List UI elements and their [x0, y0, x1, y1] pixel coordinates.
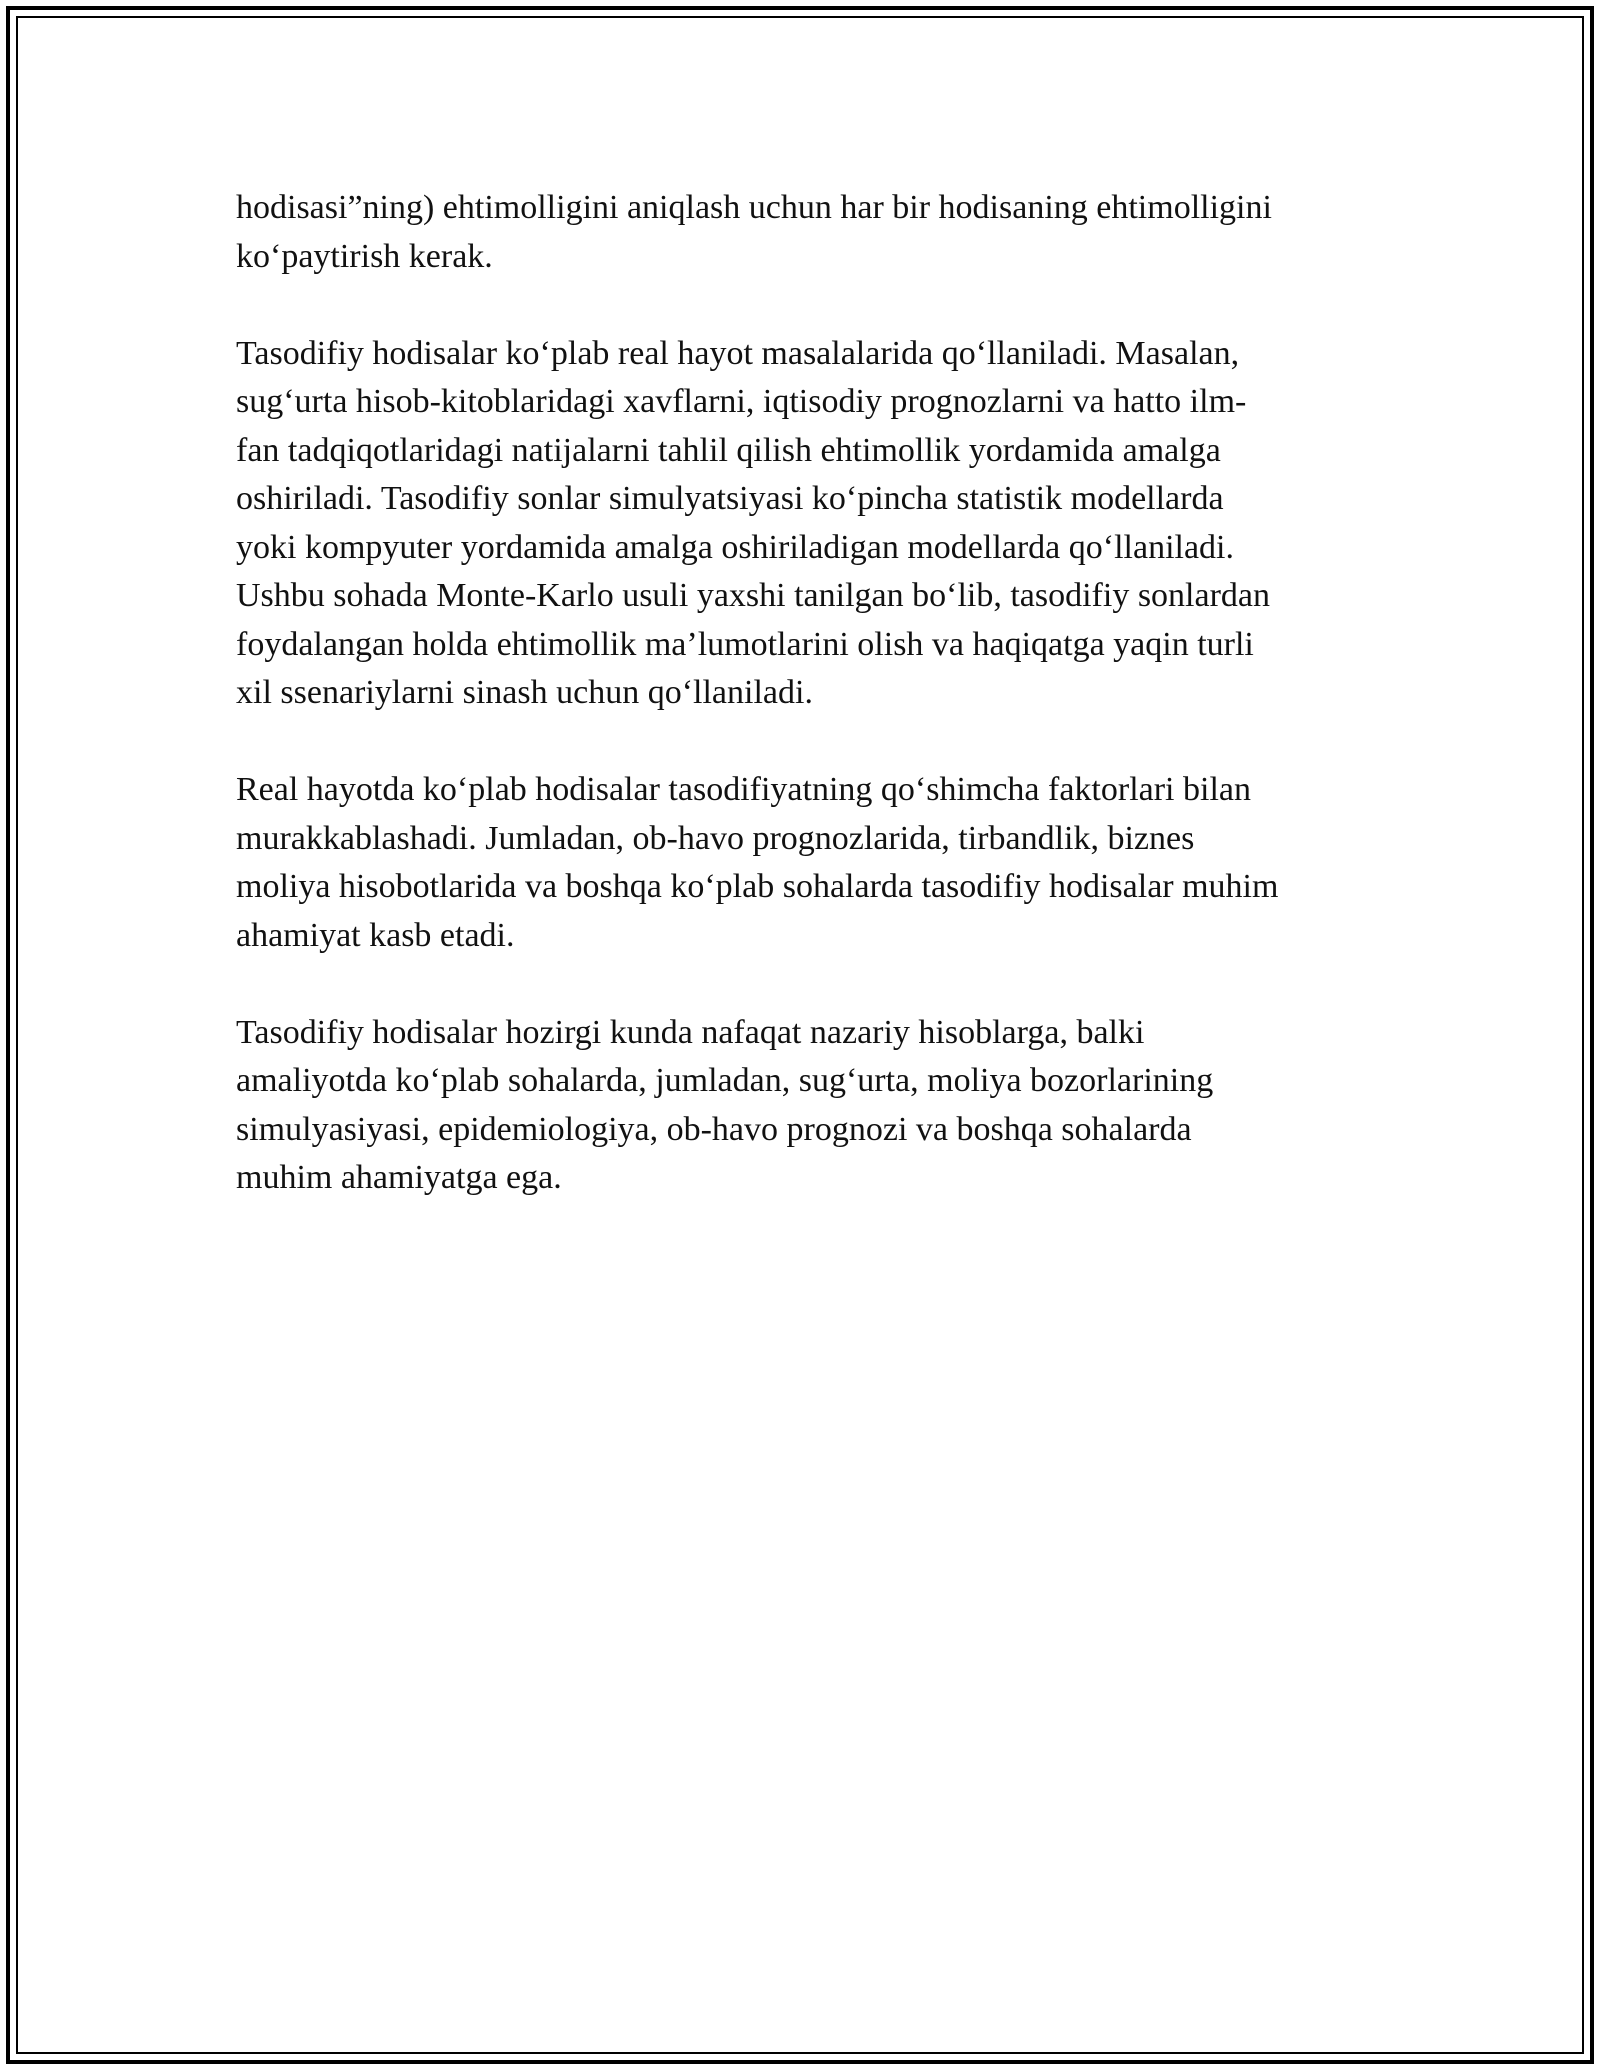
- paragraph-2: [236, 330, 1376, 718]
- paragraph-4: [236, 1009, 1376, 1203]
- text-line: yoki kompyuter yordamida amalga oshiriladigan modellarda qo‘llaniladi.: [236, 528, 1235, 566]
- text-line: Real hayotda ko‘plab hodisalar tasodifiyatning qo‘shimcha faktorlari bilan: [236, 771, 1251, 808]
- text-line: muhim ahamiyatga ega.: [236, 1159, 562, 1196]
- text-line: Tasodifiy hodisalar ko‘plab real hayot masalalarida qo‘llaniladi. Masalan,: [236, 334, 1240, 372]
- paragraph-3: [236, 766, 1376, 960]
- text-line: Tasodifiy hodisalar hozirgi kunda nafaqat nazariy hisoblarga, balki: [236, 1013, 1145, 1051]
- text-line: foydalangan holda ehtimollik ma’lumotlarini olish va haqiqatga yaqin turli: [236, 625, 1254, 663]
- text-line: amaliyotda ko‘plab sohalarda, jumladan, sug‘urta, moliya bozorlarining: [236, 1062, 1214, 1099]
- text-line: hodisasi”ning) ehtimolligini aniqlash uchun har bir hodisaning ehtimolligini: [236, 189, 1272, 226]
- text-line: simulyasiyasi, epidemiologiya, ob-havo prognozi va boshqa sohalarda: [236, 1110, 1192, 1148]
- text-line: sug‘urta hisob-kitoblaridagi xavflarni, iqtisodiy prognozlarni va hatto ilm-: [236, 383, 1247, 420]
- text-line: murakkablashadi. Jumladan, ob-havo prognozlarida, tirbandlik, biznes: [236, 819, 1195, 857]
- text-line: oshiriladi. Tasodifiy sonlar simulyatsiyasi ko‘pincha statistik modellarda: [236, 480, 1224, 517]
- text-line: xil ssenariylarni sinash uchun qo‘llaniladi.: [236, 674, 813, 711]
- text-line: ahamiyat kasb etadi.: [236, 916, 515, 954]
- text-line: Ushbu sohada Monte-Karlo usuli yaxshi tanilgan bo‘lib, tasodifiy sonlardan: [236, 577, 1270, 614]
- text-line: moliya hisobotlarida va boshqa ko‘plab sohalarda tasodifiy hodisalar muhim: [236, 868, 1279, 905]
- paragraph-1: [236, 184, 1376, 281]
- text-line: fan tadqiqotlaridagi natijalarni tahlil qilish ehtimollik yordamida amalga: [236, 431, 1221, 469]
- document-body: [236, 184, 1376, 1251]
- text-line: ko‘paytirish kerak.: [236, 237, 493, 275]
